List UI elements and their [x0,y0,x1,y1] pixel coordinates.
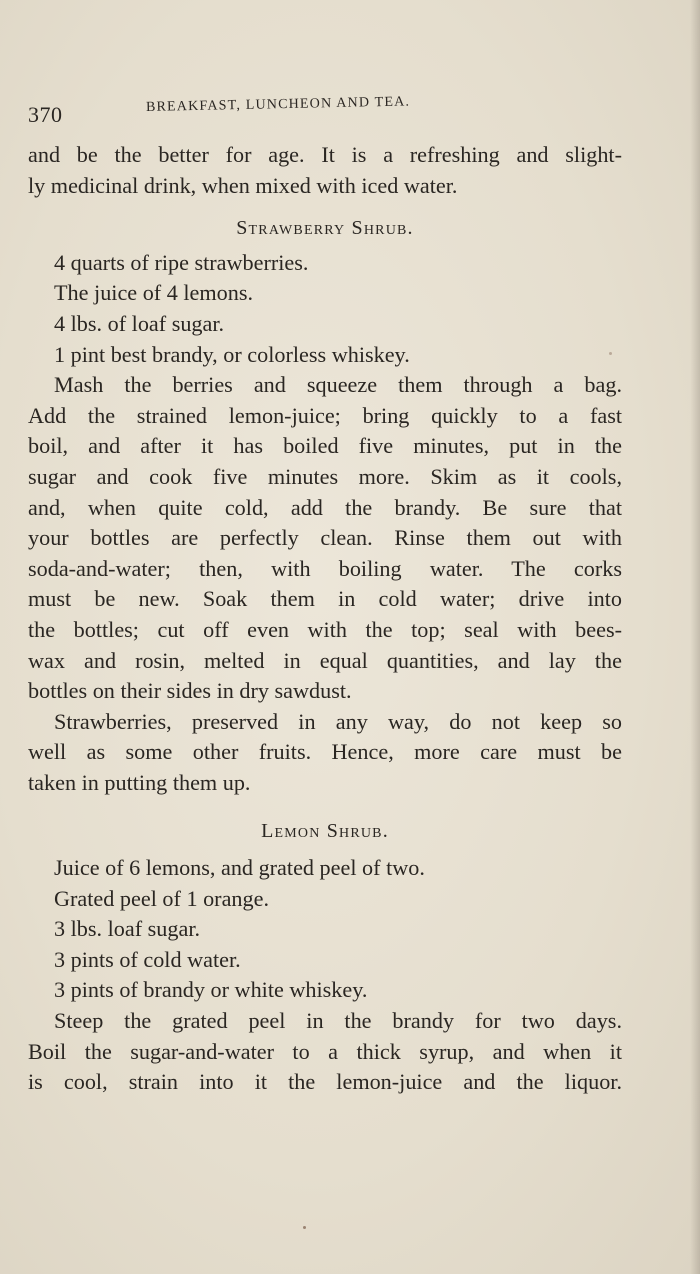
note-line: taken in putting them up. [28,769,251,795]
ingredient-line: Grated peel of 1 orange. [54,885,269,911]
ingredient-line: 3 pints of brandy or white whiskey. [54,977,368,1003]
method-line: is cool, strain into it the lemon-juice and the liquor. [28,1069,622,1095]
ingredient-line: 4 lbs. of loaf sugar. [54,310,225,336]
page-body [28,140,622,1098]
method-line: Mash the berries and squeeze them through a bag. [54,372,622,398]
ingredient-line: 4 quarts of ripe strawberries. [54,249,309,275]
method-line: the bottles; cut off even with the top; seal with bees- [28,616,622,642]
method-line: Steep the grated peel in the brandy for two days. [54,1008,622,1034]
method-line: sugar and cook five minutes more. Skim as it cools, [28,463,622,489]
method-line: bottles on their sides in dry sawdust. [28,678,352,704]
ingredient-line: 3 lbs. loaf sugar. [54,916,201,942]
note-line: well as some other fruits. Hence, more care must be [28,739,622,765]
page-number: 370 [28,102,63,127]
ingredient-line: 1 pint best brandy, or colorless whiskey. [54,341,410,367]
note-line: Strawberries, preserved in any way, do not keep so [54,708,622,734]
running-title: BREAKFAST, LUNCHEON AND TEA. [145,94,411,115]
section-title-lemon-shrub: Lemon Shrub. [261,820,389,843]
ingredient-line: The juice of 4 lemons. [54,280,254,306]
method-line: your bottles are perfectly clean. Rinse them out with [28,525,622,551]
section-title-strawberry-shrub: Strawberry Shrub. [236,217,414,240]
text-line: and be the better for age. It is a refreshing and slight- [28,142,622,167]
ingredient-line: Juice of 6 lemons, and grated peel of two. [54,855,425,881]
method-line: soda-and-water; then, with boiling water. The corks [28,555,622,581]
method-line: Add the strained lemon-juice; bring quickly to a fast [28,402,622,428]
method-line: boil, and after it has boiled five minutes, put in the [28,433,622,459]
paper-speck [609,352,612,355]
method-line: must be new. Soak them in cold water; drive into [28,586,622,612]
paper-speck [303,1226,306,1229]
method-line: and, when quite cold, add the brandy. Be sure that [28,494,622,520]
text-line: ly medicinal drink, when mixed with iced water. [28,172,458,198]
ingredient-line: 3 pints of cold water. [54,946,241,972]
page-edge-shadow [690,0,700,1274]
method-line: wax and rosin, melted in equal quantities, and lay the [28,647,622,673]
method-line: Boil the sugar-and-water to a thick syrup, and when it [28,1038,622,1064]
page-header [28,96,628,132]
